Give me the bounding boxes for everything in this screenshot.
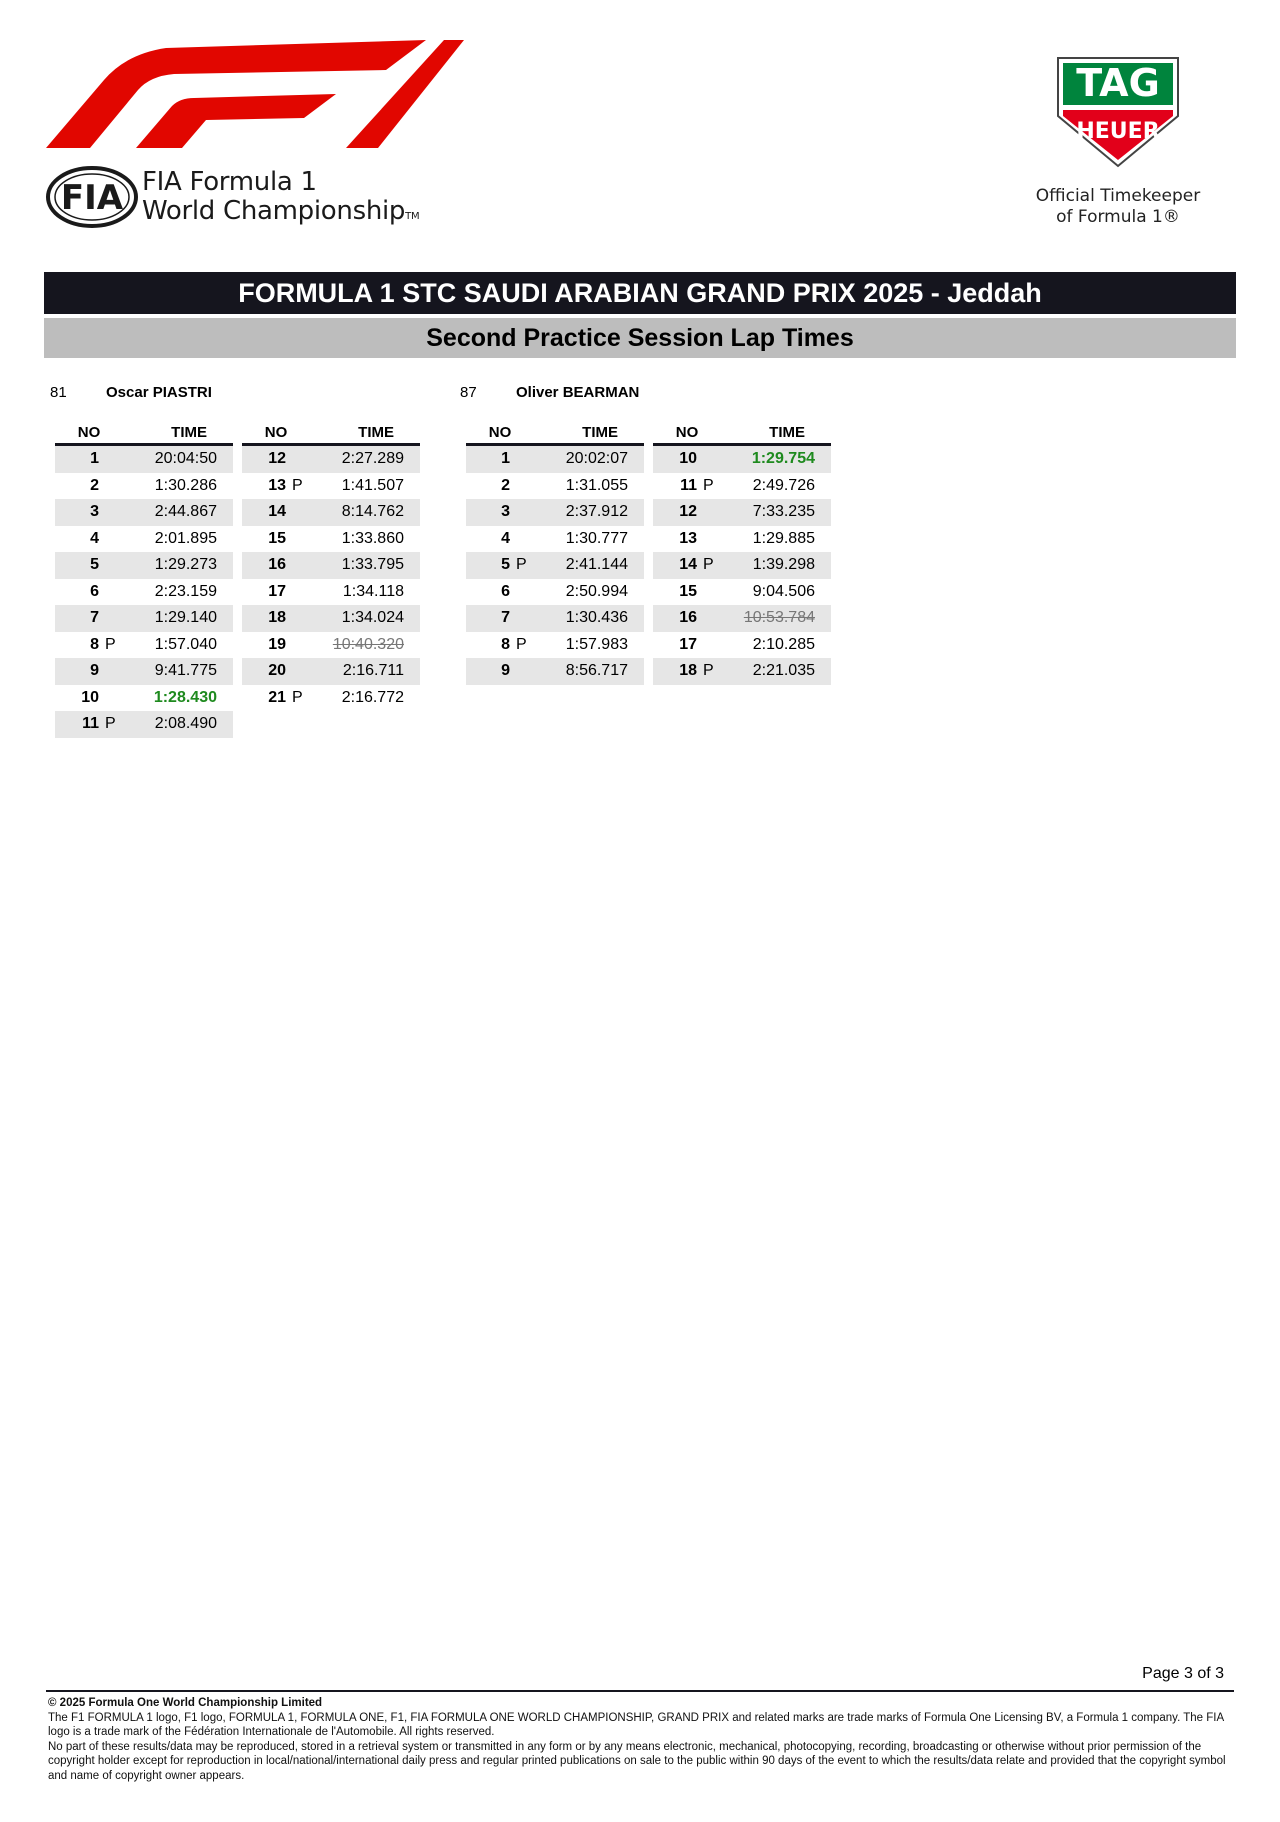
table-row (55, 552, 233, 579)
lap-time: 1:30.777 (565, 529, 628, 547)
table-row (653, 658, 831, 685)
table-row (466, 446, 644, 473)
trademark-notice: The F1 FORMULA 1 logo, F1 logo, FORMULA 1, FORMULA ONE, F1, FIA FORMULA ONE WORLD CHAMPIONSHIP, GRAND PRIX and related marks are trade marks of Formula One Licensing BV, a Formula 1 company. The FIA logo is a trade mark of the Fédération Internationale de l'Automobile. All rights reserved. (48, 1711, 1224, 1738)
column-header-no: NO (675, 424, 699, 441)
table-row (242, 446, 420, 473)
lap-time: 2:01.895 (154, 529, 217, 547)
column-header-time: TIME (358, 424, 394, 441)
table-row (466, 499, 644, 526)
lap-number: 16 (268, 556, 286, 574)
table-row (653, 473, 831, 500)
lap-number: 2 (90, 476, 99, 494)
lap-time: 2:41.144 (565, 556, 628, 574)
f1-logo (46, 40, 464, 148)
lap-number: 15 (268, 529, 286, 547)
pit-flag: P (105, 635, 116, 653)
pit-flag: P (292, 476, 303, 494)
lap-table (466, 420, 644, 685)
lap-time: 1:29.754 (751, 450, 815, 468)
fia-title-line1: FIA Formula 1 (142, 167, 317, 197)
lap-time: 2:37.912 (565, 503, 628, 521)
driver-number: 81 (50, 384, 67, 401)
pit-flag: P (703, 662, 714, 680)
lap-number: 3 (90, 503, 99, 521)
lap-number: 12 (268, 450, 286, 468)
lap-number: 10 (81, 688, 99, 706)
driver-name: Oliver BEARMAN (516, 384, 640, 401)
table-row (55, 579, 233, 606)
pit-flag: P (516, 635, 527, 653)
table-row (242, 605, 420, 632)
table-row (55, 526, 233, 553)
lap-time: 2:10.285 (752, 635, 815, 653)
table-row (466, 579, 644, 606)
trademark-mark: TM (405, 211, 420, 222)
table-row (653, 446, 831, 473)
lap-time: 2:21.035 (752, 662, 815, 680)
lap-time: 1:33.860 (341, 529, 404, 547)
column-header-time: TIME (171, 424, 207, 441)
table-row (55, 605, 233, 632)
lap-number: 18 (679, 662, 697, 680)
table-row (242, 658, 420, 685)
lap-time: 1:30.436 (565, 609, 628, 627)
column-header-time: TIME (582, 424, 618, 441)
table-row (653, 552, 831, 579)
lap-number: 9 (90, 662, 99, 680)
lap-time: 2:27.289 (341, 450, 404, 468)
lap-number: 13 (268, 476, 286, 494)
table-row (466, 632, 644, 659)
table-row (55, 711, 233, 738)
lap-number: 19 (268, 635, 286, 653)
lap-time: 8:14.762 (341, 503, 404, 521)
table-row (466, 658, 644, 685)
lap-time: 2:23.159 (154, 582, 217, 600)
table-row (242, 632, 420, 659)
lap-number: 1 (90, 450, 99, 468)
lap-time: 1:34.118 (342, 582, 404, 600)
lap-number: 6 (501, 582, 510, 600)
lap-time: 2:16.772 (341, 688, 404, 706)
table-row (653, 632, 831, 659)
reproduction-disclaimer: No part of these results/data may be reproduced, stored in a retrieval system or transmitted in any form or by any means electronic, mechanical, photocopying, recording, broadcasting or otherwise without prior permission of the copyright holder except for reproduction in local/national/international daily press and regular printed publications on sale to the public within 90 days of the event to which the results/data relate and provided that the copyright symbol and name of copyright owner appears. (48, 1740, 1226, 1782)
lap-time: 1:39.298 (752, 556, 815, 574)
column-header-no: NO (264, 424, 288, 441)
fia-formula1-logo (46, 166, 476, 228)
table-row (242, 685, 420, 712)
table-header (466, 420, 644, 446)
pit-flag: P (703, 556, 714, 574)
lap-number: 5 (501, 556, 510, 574)
legal-footer (48, 1696, 1234, 1783)
lap-time: 20:04:50 (154, 450, 217, 468)
fia-title-line2: World ChampionshipTM (142, 196, 420, 226)
lap-number: 4 (90, 529, 99, 547)
tag-heuer-logo (1054, 56, 1182, 168)
lap-number: 13 (679, 529, 697, 547)
lap-number: 8 (501, 635, 510, 653)
table-row (466, 526, 644, 553)
pit-flag: P (703, 476, 714, 494)
timekeeper-line2: of Formula 1® (1056, 207, 1180, 227)
lap-time: 2:16.711 (342, 662, 404, 680)
table-row (55, 473, 233, 500)
lap-number: 7 (90, 609, 99, 627)
footer-divider (46, 1690, 1234, 1692)
table-row (653, 605, 831, 632)
lap-number: 6 (90, 582, 99, 600)
lap-time: 7:33.235 (752, 503, 815, 521)
lap-table (653, 420, 831, 685)
table-header (55, 420, 233, 446)
table-row (55, 446, 233, 473)
heuer-text: HEUER (1076, 119, 1160, 144)
table-row (466, 605, 644, 632)
lap-time: 1:41.507 (341, 476, 404, 494)
table-row (653, 499, 831, 526)
lap-time: 1:29.140 (154, 609, 217, 627)
table-row (242, 552, 420, 579)
lap-time: 1:30.286 (154, 476, 217, 494)
lap-time: 1:57.983 (565, 635, 628, 653)
lap-time: 1:31.055 (565, 476, 628, 494)
page-number: Page 3 of 3 (1142, 1665, 1224, 1682)
lap-time: 10:40.320 (332, 635, 404, 653)
event-title: FORMULA 1 STC SAUDI ARABIAN GRAND PRIX 2025 - Jeddah (44, 272, 1236, 314)
lap-time: 20:02:07 (565, 450, 628, 468)
lap-table (242, 420, 420, 711)
lap-time: 1:33.795 (341, 556, 404, 574)
lap-number: 10 (679, 450, 697, 468)
table-row (55, 658, 233, 685)
lap-time: 1:57.040 (154, 635, 217, 653)
table-row (466, 473, 644, 500)
table-row (55, 499, 233, 526)
lap-number: 4 (501, 529, 510, 547)
lap-number: 16 (679, 609, 697, 627)
lap-number: 17 (679, 635, 697, 653)
table-row (466, 552, 644, 579)
column-header-no: NO (77, 424, 101, 441)
lap-number: 1 (501, 450, 510, 468)
lap-number: 11 (680, 476, 697, 494)
lap-time: 9:04.506 (752, 582, 815, 600)
table-row (242, 473, 420, 500)
table-row (55, 632, 233, 659)
table-header (242, 420, 420, 446)
table-row (55, 685, 233, 712)
session-title: Second Practice Session Lap Times (44, 318, 1236, 358)
lap-time: 2:08.490 (154, 715, 217, 733)
pit-flag: P (292, 688, 303, 706)
lap-time: 2:49.726 (752, 476, 815, 494)
lap-time: 8:56.717 (565, 662, 628, 680)
lap-number: 20 (268, 662, 286, 680)
driver-number: 87 (460, 384, 477, 401)
lap-time: 1:29.885 (752, 529, 815, 547)
lap-time: 1:28.430 (153, 688, 217, 706)
column-header-no: NO (488, 424, 512, 441)
table-row (242, 579, 420, 606)
lap-number: 14 (268, 503, 286, 521)
lap-number: 5 (90, 556, 99, 574)
lap-number: 11 (82, 715, 99, 733)
lap-number: 17 (268, 582, 286, 600)
official-timekeeper-caption (1010, 186, 1226, 228)
driver-name: Oscar PIASTRI (106, 384, 212, 401)
table-row (242, 499, 420, 526)
lap-number: 9 (501, 662, 510, 680)
pit-flag: P (105, 715, 116, 733)
lap-number: 3 (501, 503, 510, 521)
column-header-time: TIME (769, 424, 805, 441)
lap-number: 15 (679, 582, 697, 600)
table-header (653, 420, 831, 446)
lap-table (55, 420, 233, 738)
lap-time: 2:44.867 (154, 503, 217, 521)
table-row (653, 579, 831, 606)
lap-time: 9:41.775 (154, 662, 217, 680)
lap-time: 2:50.994 (565, 582, 628, 600)
fia-badge-icon (46, 166, 138, 228)
fia-badge-text: FIA (60, 178, 124, 218)
lap-number: 21 (268, 688, 286, 706)
copyright-notice: © 2025 Formula One World Championship Limited (48, 1697, 323, 1709)
fia-championship-title (142, 168, 419, 231)
lap-time: 1:34.024 (341, 609, 404, 627)
lap-number: 8 (90, 635, 99, 653)
lap-number: 12 (679, 503, 697, 521)
lap-time: 1:29.273 (154, 556, 217, 574)
lap-number: 2 (501, 476, 510, 494)
table-row (242, 526, 420, 553)
pit-flag: P (516, 556, 527, 574)
table-row (653, 526, 831, 553)
tag-text: TAG (1076, 61, 1160, 105)
timekeeper-line1: Official Timekeeper (1035, 186, 1201, 206)
lap-number: 14 (679, 556, 697, 574)
lap-number: 18 (268, 609, 286, 627)
lap-number: 7 (501, 609, 510, 627)
lap-time: 10:53.784 (743, 609, 815, 627)
